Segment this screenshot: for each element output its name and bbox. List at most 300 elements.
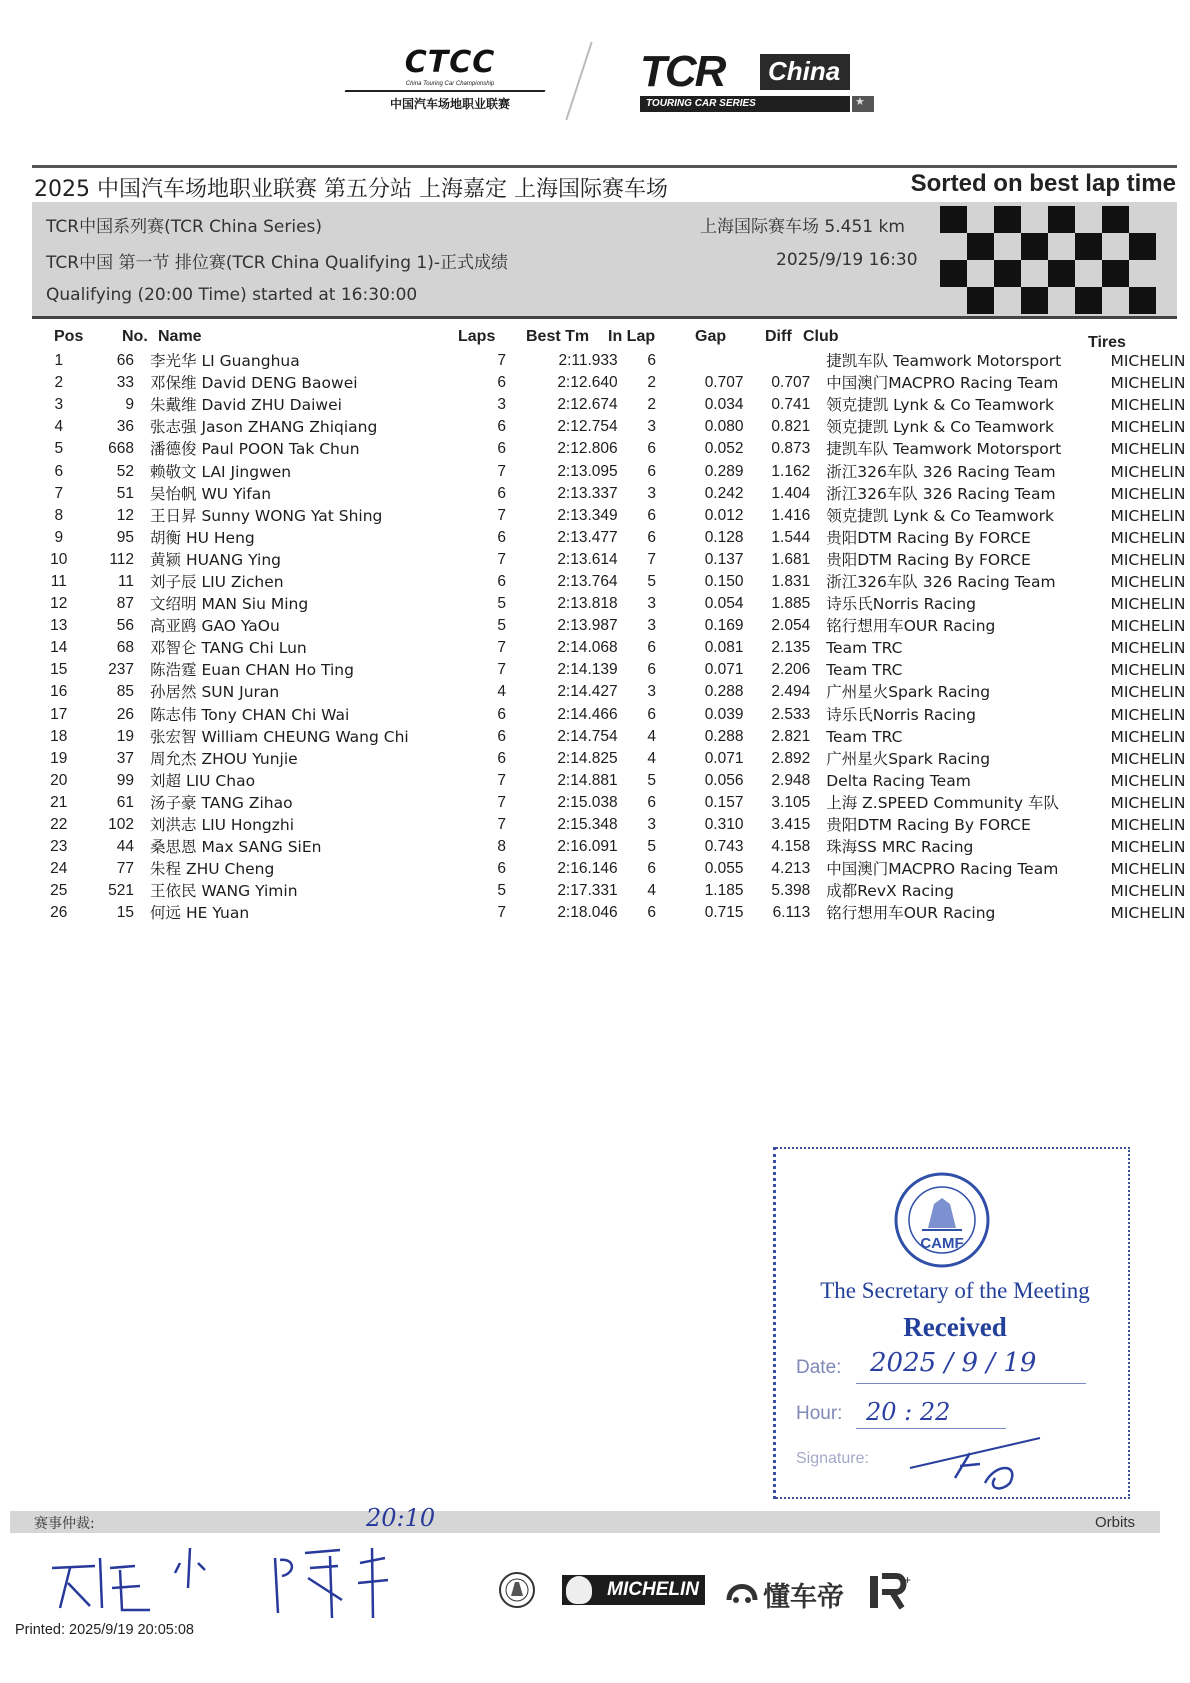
cell-inlap: 3 (647, 816, 656, 834)
cell-tires: MICHELIN (1110, 639, 1186, 658)
table-row (40, 438, 1190, 460)
cell-diff: 4.213 (771, 860, 811, 878)
cell-no: 26 (116, 705, 135, 723)
cell-best: 2:16.091 (557, 838, 618, 856)
cell-club: 浙江326车队 326 Racing Team (826, 462, 1056, 481)
table-row (40, 615, 1190, 637)
cell-name: 胡衡 HU Heng (150, 528, 255, 547)
cell-no: 11 (117, 572, 135, 590)
cell-club: 中国澳门MACPRO Racing Team (826, 860, 1059, 879)
tcr-logo-series: TOURING CAR SERIES (640, 96, 850, 112)
cell-diff: 2.054 (771, 617, 811, 635)
cell-inlap: 6 (647, 639, 656, 657)
stamp-signature-label: Signature: (796, 1450, 869, 1467)
stamp-date-value: 2025 / 9 / 19 (870, 1348, 1037, 1378)
cell-gap: 0.715 (704, 904, 744, 922)
cell-no: 521 (108, 882, 135, 900)
cell-inlap: 6 (647, 352, 656, 370)
cell-name: 朱戴维 David ZHU Daiwei (150, 396, 342, 415)
sort-note: Sorted on best lap time (910, 170, 1176, 197)
cell-diff: 4.158 (771, 838, 811, 856)
cell-best: 2:12.674 (557, 396, 618, 414)
cell-inlap: 6 (647, 705, 656, 723)
cell-gap: 0.012 (704, 506, 744, 524)
cell-best: 2:13.349 (557, 506, 618, 524)
cell-club: 上海 Z.SPEED Community 车队 (826, 793, 1059, 812)
cell-laps: 5 (497, 617, 506, 635)
dongchedi-icon (725, 1576, 759, 1606)
cell-inlap: 4 (647, 727, 656, 745)
table-row (40, 460, 1190, 482)
cell-best: 2:14.466 (557, 705, 618, 723)
cell-name: 黄颍 HUANG Ying (150, 550, 281, 569)
cell-diff: 2.135 (771, 639, 811, 657)
cell-diff: 0.741 (771, 396, 811, 414)
col-header-inlap: In Lap (608, 328, 656, 345)
ctcc-logo (345, 45, 555, 112)
cell-club: 领克捷凯 Lynk & Co Teamwork (826, 418, 1054, 437)
cell-club: 广州星火Spark Racing (826, 683, 991, 702)
cell-club: 贵阳DTM Racing By FORCE (826, 550, 1031, 569)
cell-inlap: 2 (647, 374, 656, 392)
cell-best: 2:12.640 (557, 374, 618, 392)
cell-name: 刘超 LIU Chao (150, 771, 256, 790)
cell-pos: 4 (54, 418, 64, 436)
cell-no: 99 (116, 771, 135, 789)
cell-club: 广州星火Spark Racing (826, 749, 991, 768)
cell-club: 诗乐氏Norris Racing (826, 595, 976, 614)
cell-laps: 7 (497, 639, 506, 657)
cell-laps: 8 (497, 838, 506, 856)
cell-club: 贵阳DTM Racing By FORCE (826, 816, 1031, 835)
cell-tires: MICHELIN (1110, 860, 1186, 879)
cell-club: 捷凯车队 Teamwork Motorsport (826, 352, 1062, 371)
cell-diff: 6.113 (772, 904, 811, 922)
cell-gap: 0.242 (704, 484, 744, 502)
col-header-no: No. (122, 328, 148, 345)
cell-laps: 6 (497, 572, 506, 590)
table-row (40, 549, 1190, 571)
col-header-pos: Pos (54, 328, 84, 345)
cell-gap (686, 350, 744, 372)
cell-diff: 0.821 (771, 418, 811, 436)
cell-gap: 0.137 (704, 550, 744, 568)
cell-name: 邓保维 David DENG Baowei (150, 374, 358, 393)
table-row (40, 394, 1190, 416)
cell-name: 张宏智 William CHEUNG Wang Chi (150, 727, 409, 746)
col-header-best: Best Tm (526, 328, 590, 345)
cell-inlap: 3 (647, 683, 656, 701)
cell-pos: 11 (50, 572, 67, 590)
circuit-name: 上海国际赛车场 5.451 km (700, 217, 905, 237)
cell-name: 王依民 WANG Yimin (150, 882, 298, 901)
cell-laps: 4 (497, 683, 506, 701)
cell-name: 刘洪志 LIU Hongzhi (150, 816, 295, 835)
cell-name: 桑思恩 Max SANG SiEn (150, 838, 322, 857)
cell-best: 2:14.068 (557, 639, 618, 657)
cell-tires: MICHELIN (1110, 462, 1186, 481)
secretary-signature-icon (900, 1428, 1050, 1493)
cell-pos: 21 (50, 793, 68, 811)
checker-square (967, 233, 994, 260)
cell-gap: 0.034 (704, 396, 744, 414)
table-row (40, 350, 1190, 372)
cell-diff: 1.885 (771, 595, 811, 613)
cell-best: 2:14.427 (557, 683, 618, 701)
seal-text: CAMF (920, 1235, 964, 1252)
cell-tires: MICHELIN (1110, 396, 1186, 415)
cell-best: 2:14.825 (557, 749, 618, 767)
cell-pos: 6 (54, 462, 64, 480)
cell-no: 66 (116, 352, 135, 370)
cell-gap: 0.288 (704, 683, 744, 701)
cell-inlap: 3 (647, 484, 656, 502)
cell-no: 61 (116, 793, 135, 811)
cell-club: 捷凯车队 Teamwork Motorsport (826, 440, 1062, 459)
cell-pos: 9 (54, 528, 64, 546)
cell-best: 2:13.095 (557, 462, 618, 480)
cell-club: Delta Racing Team (826, 771, 971, 790)
cell-gap: 0.071 (704, 749, 744, 767)
cell-tires: MICHELIN (1110, 440, 1186, 459)
session-start: Qualifying (20:00 Time) started at 16:30:00 (46, 285, 418, 305)
cell-name: 汤子豪 TANG Zihao (150, 793, 293, 812)
cell-diff: 5.398 (771, 882, 811, 900)
cell-name: 高亚鸥 GAO YaOu (150, 617, 280, 636)
cell-name: 孙居然 SUN Juran (150, 683, 280, 702)
cell-tires: MICHELIN (1110, 683, 1186, 702)
cell-no: 37 (116, 749, 135, 767)
cell-pos: 2 (54, 374, 64, 392)
cell-best: 2:13.987 (557, 617, 618, 635)
cell-laps: 3 (497, 396, 506, 414)
logo-divider (565, 42, 592, 121)
cell-laps: 7 (497, 904, 506, 922)
cell-name: 赖敬文 LAI Jingwen (150, 462, 292, 481)
cell-gap: 0.707 (704, 374, 744, 392)
cell-gap: 0.169 (704, 617, 744, 635)
table-row (40, 637, 1190, 659)
cell-tires: MICHELIN (1110, 572, 1186, 591)
checker-square (1129, 287, 1156, 314)
cell-no: 12 (116, 506, 135, 524)
session-name: TCR中国 第一节 排位赛(TCR China Qualifying 1)-正式成绩 (46, 253, 508, 273)
cell-best: 2:14.139 (557, 661, 618, 679)
table-row (40, 505, 1190, 527)
cell-best: 2:13.818 (557, 595, 618, 613)
cell-inlap: 3 (647, 595, 656, 613)
cell-best: 2:15.038 (557, 793, 618, 811)
cell-pos: 19 (50, 749, 68, 767)
cell-club: 贵阳DTM Racing By FORCE (826, 528, 1031, 547)
cell-laps: 7 (497, 462, 506, 480)
results-table (40, 350, 1190, 924)
printed-timestamp: Printed: 2025/9/19 20:05:08 (15, 1622, 194, 1638)
col-header-diff: Diff (765, 328, 792, 345)
svg-text:+: + (904, 1573, 912, 1587)
cell-no: 237 (108, 661, 135, 679)
cell-tires: MICHELIN (1110, 550, 1186, 569)
cell-gap: 0.055 (704, 860, 744, 878)
cell-gap: 0.310 (704, 816, 744, 834)
cell-name: 吴怡帆 WU Yifan (150, 484, 272, 503)
cell-gap: 0.080 (704, 418, 744, 436)
orbits-label: Orbits (1094, 1514, 1135, 1531)
cell-gap: 0.056 (704, 771, 744, 789)
date-underline (856, 1383, 1086, 1384)
cell-club: 浙江326车队 326 Racing Team (826, 484, 1056, 503)
cell-tires: MICHELIN (1110, 882, 1186, 901)
table-row (40, 416, 1190, 438)
cell-laps: 5 (497, 882, 506, 900)
cell-laps: 6 (497, 484, 506, 502)
cell-best: 2:17.331 (557, 882, 618, 900)
cell-gap: 0.289 (704, 462, 744, 480)
cell-name: 潘德俊 Paul POON Tak Chun (150, 440, 360, 459)
cell-tires: MICHELIN (1110, 705, 1186, 724)
cell-pos: 20 (50, 771, 68, 789)
cell-club: Team TRC (826, 639, 903, 658)
cell-diff: 2.494 (771, 683, 811, 701)
series-name: TCR中国系列赛(TCR China Series) (46, 217, 323, 237)
cell-tires: MICHELIN (1110, 816, 1186, 835)
cell-pos: 15 (50, 661, 68, 679)
checker-square (1048, 260, 1075, 287)
cell-tires: MICHELIN (1110, 617, 1186, 636)
cell-no: 87 (116, 595, 135, 613)
michelin-logo: MICHELIN (562, 1575, 705, 1605)
ctcc-logo-subtitle: China Touring Car Championship (405, 81, 495, 87)
cell-inlap: 6 (647, 462, 656, 480)
cell-best: 2:13.337 (557, 484, 618, 502)
table-row (40, 836, 1190, 858)
table-row (40, 681, 1190, 703)
cell-pos: 18 (50, 727, 68, 745)
cell-gap: 0.071 (704, 661, 744, 679)
cell-club: 诗乐氏Norris Racing (826, 705, 976, 724)
dongchedi-logo: 懂车帝 (763, 1582, 844, 1613)
col-header-laps: Laps (458, 328, 496, 345)
cell-club: 领克捷凯 Lynk & Co Teamwork (826, 506, 1054, 525)
stamp-received: Received (903, 1312, 1007, 1342)
cell-club: 珠海SS MRC Racing (826, 838, 974, 857)
cell-laps: 6 (497, 860, 506, 878)
ctcc-logo-cn: 中国汽车场地职业联赛 (389, 97, 510, 111)
cell-diff: 2.206 (771, 661, 811, 679)
camf-seal-icon (892, 1170, 992, 1270)
cell-inlap: 4 (647, 882, 656, 900)
cell-diff: 2.948 (771, 771, 811, 789)
checker-square (1021, 233, 1048, 260)
cell-gap: 0.150 (704, 572, 744, 590)
cell-laps: 7 (497, 793, 506, 811)
checker-square (940, 260, 967, 287)
table-row (40, 748, 1190, 770)
table-row (40, 902, 1190, 924)
cell-laps: 6 (497, 528, 506, 546)
checker-square (1129, 233, 1156, 260)
checker-square (1048, 206, 1075, 233)
cell-club: 中国澳门MACPRO Racing Team (826, 374, 1059, 393)
cell-no: 85 (116, 683, 135, 701)
cell-pos: 24 (50, 860, 68, 878)
stamp-hour-label: Hour: (796, 1403, 843, 1424)
cell-inlap: 3 (647, 418, 656, 436)
cell-laps: 6 (497, 440, 506, 458)
cell-gap: 0.039 (704, 705, 744, 723)
cell-inlap: 3 (647, 617, 656, 635)
cell-pos: 10 (50, 550, 68, 568)
table-row (40, 483, 1190, 505)
table-row (40, 770, 1190, 792)
cell-tires: MICHELIN (1110, 904, 1186, 923)
stamp-secretary: The Secretary of the Meeting (820, 1278, 1090, 1303)
cell-name: 朱程 ZHU Cheng (150, 860, 275, 879)
cell-inlap: 5 (647, 838, 656, 856)
cell-pos: 17 (50, 705, 68, 723)
cell-no: 52 (116, 462, 135, 480)
cell-name: 陈志伟 Tony CHAN Chi Wai (150, 705, 350, 724)
cell-best: 2:14.754 (557, 727, 618, 745)
col-header-tires: Tires (1088, 334, 1126, 351)
cell-diff: 1.416 (771, 506, 811, 524)
cell-inlap: 5 (647, 771, 656, 789)
table-row (40, 814, 1190, 836)
cell-name: 王日昇 Sunny WONG Yat Shing (150, 506, 383, 525)
cell-laps: 6 (497, 705, 506, 723)
cell-no: 56 (116, 617, 135, 635)
cell-tires: MICHELIN (1110, 528, 1186, 547)
cell-best: 2:16.146 (557, 860, 618, 878)
cell-pos: 8 (54, 506, 64, 524)
cell-tires: MICHELIN (1110, 749, 1186, 768)
cell-diff: 1.831 (771, 572, 811, 590)
cell-pos: 25 (50, 882, 68, 900)
cell-gap: 0.157 (704, 793, 744, 811)
stamp-date-label: Date: (796, 1357, 842, 1378)
cell-inlap: 6 (647, 528, 656, 546)
cell-laps: 5 (497, 595, 506, 613)
cell-club: 铭行想用车OUR Racing (826, 904, 996, 923)
cell-pos: 12 (50, 595, 68, 613)
col-header-name: Name (158, 328, 202, 345)
cell-laps: 7 (497, 550, 506, 568)
cell-name: 何远 HE Yuan (150, 904, 250, 923)
cell-pos: 3 (54, 396, 64, 414)
checker-square (1021, 287, 1048, 314)
cell-no: 36 (116, 418, 135, 436)
cell-name: 周允杰 ZHOU Yunjie (150, 749, 298, 768)
cell-laps: 6 (497, 749, 506, 767)
table-row (40, 880, 1190, 902)
cell-laps: 6 (497, 374, 506, 392)
cell-pos: 16 (50, 683, 68, 701)
cell-laps: 7 (497, 506, 506, 524)
cell-tires: MICHELIN (1110, 484, 1186, 503)
ctcc-swoosh (345, 90, 546, 92)
cell-pos: 5 (54, 440, 64, 458)
cell-diff (743, 350, 810, 372)
cell-pos: 13 (50, 617, 68, 635)
cell-pos: 22 (50, 816, 68, 834)
cell-club: 铭行想用车OUR Racing (826, 617, 996, 636)
table-row (40, 571, 1190, 593)
results-body (40, 350, 1190, 924)
cell-laps: 6 (497, 727, 506, 745)
cell-no: 9 (125, 396, 135, 414)
cell-no: 112 (109, 550, 135, 568)
cell-no: 668 (108, 440, 135, 458)
cell-best: 2:18.046 (557, 904, 618, 922)
cell-name: 张志强 Jason ZHANG Zhiqiang (150, 418, 378, 437)
cell-gap: 0.128 (704, 528, 744, 546)
cell-inlap: 6 (647, 506, 656, 524)
cell-no: 44 (116, 838, 135, 856)
col-header-club: Club (803, 328, 839, 345)
checker-square (1075, 233, 1102, 260)
cell-no: 51 (116, 484, 135, 502)
cell-name: 邓智仑 TANG Chi Lun (150, 639, 307, 658)
cell-diff: 1.544 (771, 528, 811, 546)
stewards-label: 赛事仲裁: (34, 1516, 95, 1532)
cell-inlap: 6 (647, 860, 656, 878)
cell-name: 刘子辰 LIU Zichen (150, 572, 284, 591)
cell-no: 15 (116, 904, 135, 922)
cell-laps: 7 (497, 352, 506, 370)
cell-tires: MICHELIN (1110, 595, 1186, 614)
cell-club: Team TRC (826, 661, 903, 680)
checker-square (1102, 260, 1129, 287)
cell-best: 2:13.614 (557, 550, 618, 568)
china-flag-icon (852, 96, 874, 112)
ctcc-logo-mark: CTCC (404, 45, 496, 80)
checker-square (967, 287, 994, 314)
table-row (40, 858, 1190, 880)
camf-emblem-icon (497, 1570, 537, 1610)
cell-diff: 1.404 (771, 484, 811, 502)
cell-no: 19 (116, 727, 135, 745)
cell-club: Team TRC (826, 727, 903, 746)
tcr-china-logo (640, 48, 872, 114)
stamp-hour-value: 20 : 22 (866, 1398, 951, 1426)
cell-pos: 14 (50, 639, 68, 657)
cell-tires: MICHELIN (1110, 771, 1186, 790)
cell-gap: 0.052 (704, 440, 744, 458)
cell-tires: MICHELIN (1110, 727, 1186, 746)
cell-inlap: 2 (647, 396, 656, 414)
cell-club: 浙江326车队 326 Racing Team (826, 572, 1056, 591)
checker-square (940, 206, 967, 233)
cell-club: 成都RevX Racing (826, 882, 954, 901)
cell-gap: 0.288 (704, 727, 744, 745)
cell-best: 2:13.477 (557, 528, 618, 546)
cell-best: 2:12.754 (557, 418, 618, 436)
cell-inlap: 6 (647, 661, 656, 679)
cell-inlap: 6 (647, 793, 656, 811)
cell-tires: MICHELIN (1110, 352, 1186, 371)
cell-inlap: 7 (647, 550, 656, 568)
cell-laps: 7 (497, 661, 506, 679)
header-rule (32, 165, 1177, 168)
cell-best: 2:15.348 (557, 816, 618, 834)
table-row (40, 704, 1190, 726)
band-rule (32, 316, 1177, 319)
cell-no: 33 (116, 374, 135, 392)
cell-no: 77 (116, 860, 135, 878)
cell-name: 陈浩霆 Euan CHAN Ho Ting (150, 661, 354, 680)
sponsor-r-icon (868, 1572, 910, 1612)
cell-inlap: 6 (647, 440, 656, 458)
